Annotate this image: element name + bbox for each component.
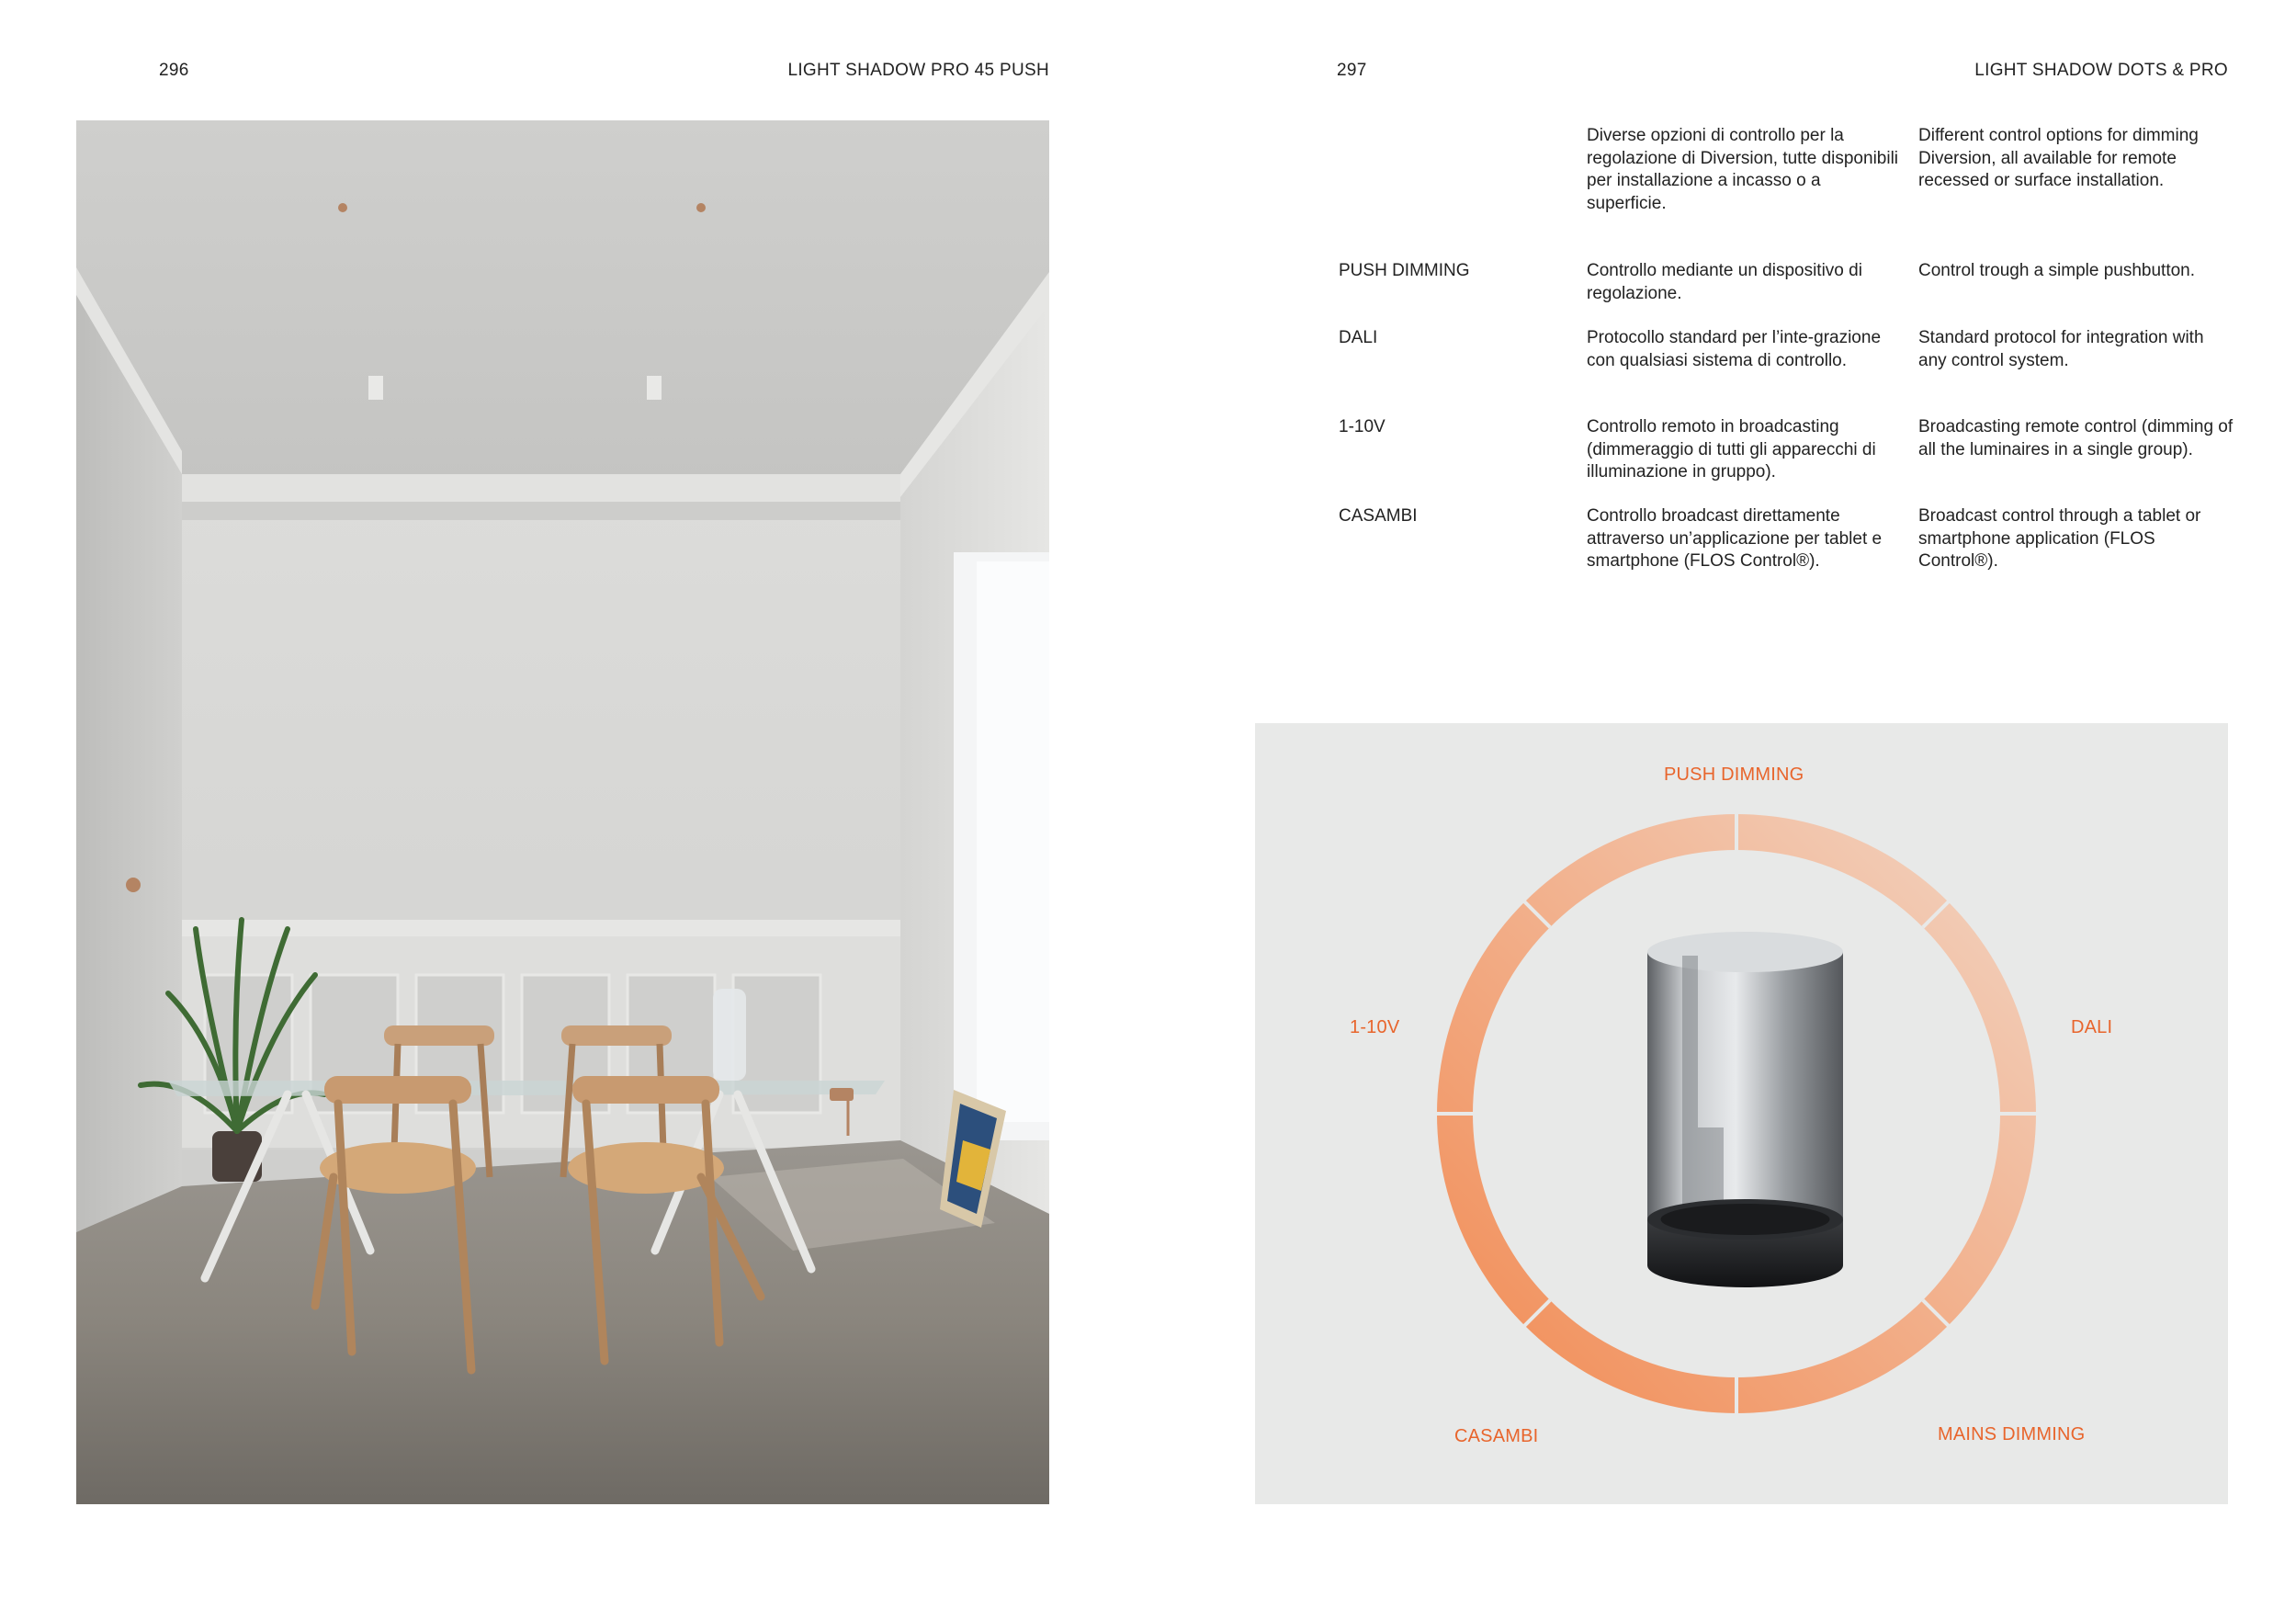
- row-english-1-10v: Broadcasting remote control (dimming of all the luminaires in a single group).: [1918, 417, 2234, 459]
- label-push-dimming: PUSH DIMMING: [1664, 765, 1804, 785]
- row-italian-1-10v: Controllo remoto in broadcasting (dimmeraggio di tutti gli apparecchi di illuminazione in gruppo).: [1587, 417, 1876, 481]
- control-options-diagram: [1255, 723, 2228, 1504]
- luminaire-product: [1647, 932, 1843, 1287]
- right-page-number: 297: [1337, 61, 1367, 80]
- intro-english: Different control options for dimming Diversion, all available for remote recessed or surface installation.: [1918, 126, 2199, 190]
- left-running-title: LIGHT SHADOW PRO 45 PUSH: [787, 61, 1049, 80]
- left-page-number: 296: [159, 61, 189, 80]
- label-1-10v: 1-10V: [1350, 1017, 1400, 1037]
- label-mains-dimming: MAINS DIMMING: [1938, 1424, 2086, 1444]
- right-running-title: LIGHT SHADOW DOTS & PRO: [1974, 61, 2228, 80]
- row-italian-casambi: Controllo broadcast direttamente attraverso un’applicazione per tablet e smartphone (FLOS Control®).: [1587, 506, 1883, 571]
- row-english-casambi: Broadcast control through a tablet or smartphone application (FLOS Control®).: [1918, 506, 2201, 571]
- interior-photo: [76, 120, 1049, 1504]
- row-english-dali: Standard protocol for integration with any control system.: [1918, 328, 2204, 370]
- row-label-push-dimming: PUSH DIMMING: [1339, 261, 1470, 280]
- row-label-1-10v: 1-10V: [1339, 417, 1386, 436]
- row-label-casambi: CASAMBI: [1339, 506, 1418, 526]
- row-english-push-dimming: Control trough a simple pushbutton.: [1918, 261, 2196, 280]
- row-label-dali: DALI: [1339, 328, 1378, 347]
- label-dali: DALI: [2071, 1017, 2113, 1037]
- row-italian-dali: Protocollo standard per l’inte-grazione con qualsiasi sistema di controllo.: [1587, 328, 1882, 370]
- intro-italian: Diverse opzioni di controllo per la regolazione di Diversion, tutte disponibili per installazione a incasso o a superficie.: [1587, 126, 1899, 213]
- label-casambi: CASAMBI: [1454, 1426, 1539, 1446]
- row-italian-push-dimming: Controllo mediante un dispositivo di regolazione.: [1587, 261, 1862, 303]
